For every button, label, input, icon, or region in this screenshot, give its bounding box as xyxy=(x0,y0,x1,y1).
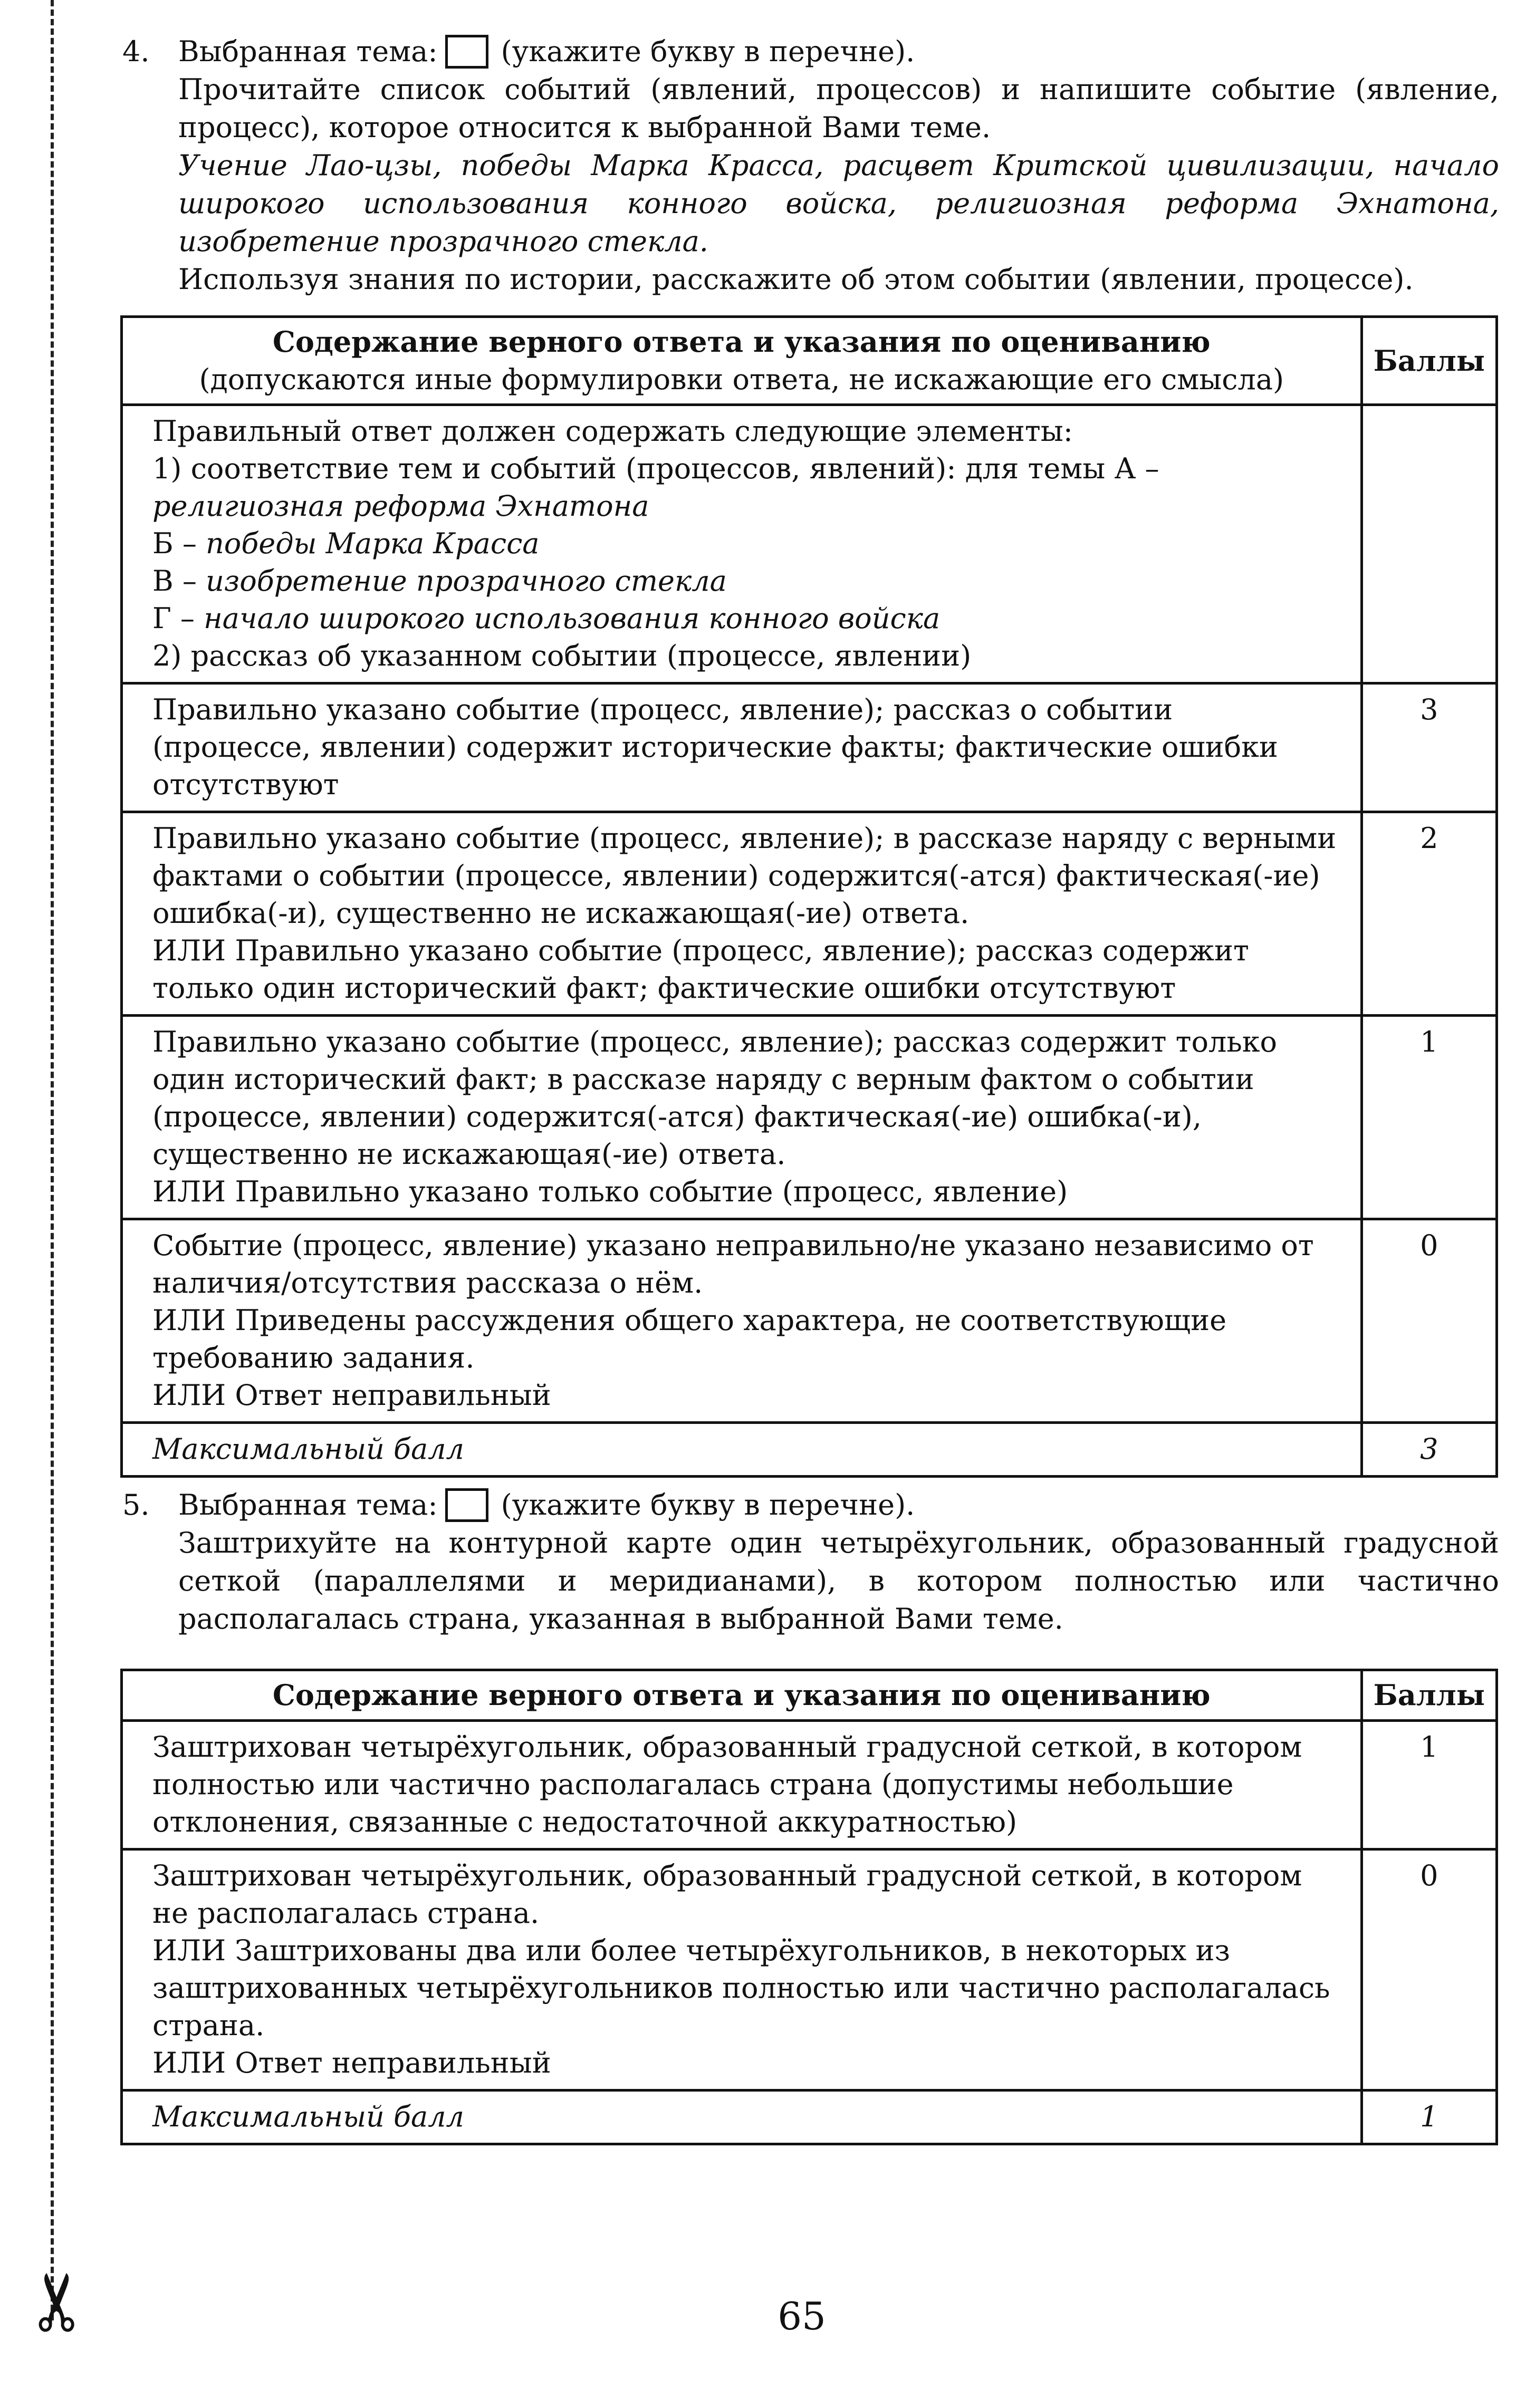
criteria-row xyxy=(122,1016,1497,1219)
page-number: 65 xyxy=(778,2294,826,2338)
criteria-row xyxy=(122,1219,1497,1423)
criteria-score: 2 xyxy=(1361,812,1496,1016)
chosen-topic-hint: (укажите букву в перечне). xyxy=(501,35,915,68)
answer-item-v: В – изобретение прозрачного стекла xyxy=(152,564,727,598)
criteria-score: 1 xyxy=(1361,1721,1496,1850)
answer-item-b: Б – победы Марка Красса xyxy=(152,527,540,560)
topic-letter-box[interactable] xyxy=(445,1488,488,1522)
criteria-text: Заштрихован четырёхугольник, образованный градусной сеткой, в котором полностью или частично располагалась страна (допустимы небольшие отклонения, связанные с недостаточной аккуратностью) xyxy=(122,1721,1362,1850)
task-4 xyxy=(122,33,1499,298)
table-header xyxy=(122,317,1497,405)
task-number: 5. xyxy=(122,1488,150,1521)
criteria-text: Заштрихован четырёхугольник, образованный градусной сеткой, в котором не располагалась страна. ИЛИ Заштрихованы два или более четырёхугольников, в некоторых из заштрихованных четырёхугольников полностью или частично располагалась страна. ИЛИ Ответ неправильный xyxy=(122,1850,1362,2091)
max-score-row xyxy=(122,2091,1497,2144)
task-instruction: Прочитайте список событий (явлений, процессов) и напишите событие (явление, процесс), которое относится к выбранной Вами теме. xyxy=(178,73,1499,144)
task-number: 4. xyxy=(122,35,150,68)
criteria-row xyxy=(122,683,1497,812)
max-score-row xyxy=(122,1423,1497,1477)
max-score-label: Максимальный балл xyxy=(122,1423,1362,1477)
rubric-table-4 xyxy=(120,315,1498,1478)
header-content xyxy=(122,1670,1362,1721)
criteria-row xyxy=(122,1850,1497,2091)
task-instruction: Заштрихуйте на контурной карте один четырёхугольник, образованный градусной сеткой (параллелями и меридианами), в котором полностью или частично располагалась страна, указанная в выбранной Вами теме. xyxy=(178,1526,1499,1635)
task-tell: Используя знания по истории, расскажите об этом событии (явлении, процессе). xyxy=(178,263,1414,296)
header-content xyxy=(122,317,1362,405)
criteria-score: 1 xyxy=(1361,1016,1496,1219)
topic-letter-box[interactable] xyxy=(445,35,488,69)
chosen-topic-label: Выбранная тема: xyxy=(178,1488,438,1521)
header-score: Баллы xyxy=(1361,317,1496,405)
criteria-text: Событие (процесс, явление) указано неправильно/не указано независимо от наличия/отсутствия рассказа о нём. ИЛИ Приведены рассуждения общего характера, не соответствующие требованию задания. ИЛИ Ответ неправильный xyxy=(122,1219,1362,1423)
answer-item-g: Г – начало широкого использования конного войска xyxy=(152,602,941,635)
chosen-topic-hint: (укажите букву в перечне). xyxy=(501,1488,915,1521)
task-5-heading xyxy=(122,1486,1499,1524)
criteria-row xyxy=(122,812,1497,1016)
task-4-heading xyxy=(122,33,1499,71)
criteria-text: Правильно указано событие (процесс, явление); рассказ о событии (процессе, явлении) содержит исторические факты; фактические ошибки отсутствуют xyxy=(122,683,1362,812)
header-subtitle: (допускаются иные формулировки ответа, не искажающие его смысла) xyxy=(199,363,1284,396)
criteria-row xyxy=(122,1721,1497,1850)
header-title: Содержание верного ответа и указания по оцениванию xyxy=(272,1678,1211,1712)
criteria-text: Правильно указано событие (процесс, явление); рассказ содержит только один исторический факт; в рассказе наряду с верным фактом о событии (процессе, явлении) содержится(-атся) фактическая(-ие) ошибка(-и), существенно не искажающая(-ие) ответа. ИЛИ Правильно указано только событие (процесс, явление) xyxy=(122,1016,1362,1219)
cut-line xyxy=(51,0,54,2320)
criteria-score: 0 xyxy=(1361,1850,1496,2091)
scissors-icon: ✂ xyxy=(12,2269,104,2335)
criteria-score: 3 xyxy=(1361,683,1496,812)
header-title: Содержание верного ответа и указания по оцениванию xyxy=(272,325,1211,359)
header-score: Баллы xyxy=(1361,1670,1496,1721)
criteria-score: 0 xyxy=(1361,1219,1496,1423)
answer-item-1: 1) соответствие тем и событий (процессов, явлений): для темы А – религиозная реформа Эхнатона xyxy=(152,452,1159,523)
events-list: Учение Лао-цзы, победы Марка Красса, расцвет Критской цивилизации, начало широкого использования конного войска, религиозная реформа Эхнатона, изобретение прозрачного стекла. xyxy=(178,149,1499,258)
answer-content xyxy=(122,405,1362,683)
max-score-value: 1 xyxy=(1361,2091,1496,2144)
answer-row xyxy=(122,405,1497,683)
chosen-topic-label: Выбранная тема: xyxy=(178,35,438,68)
max-score-value: 3 xyxy=(1361,1423,1496,1477)
max-score-label: Максимальный балл xyxy=(122,2091,1362,2144)
criteria-text: Правильно указано событие (процесс, явление); в рассказе наряду с верными фактами о событии (процессе, явлении) содержится(-атся) фактическая(-ие) ошибка(-и), существенно не искажающая(-ие) ответа. ИЛИ Правильно указано событие (процесс, явление); рассказ содержит только один исторический факт; фактические ошибки отсутствуют xyxy=(122,812,1362,1016)
answer-item-2: 2) рассказ об указанном событии (процессе, явлении) xyxy=(152,639,972,672)
table-header xyxy=(122,1670,1497,1721)
task-5 xyxy=(122,1486,1499,1638)
answer-intro: Правильный ответ должен содержать следующие элементы: xyxy=(152,415,1073,448)
rubric-table-5 xyxy=(120,1669,1498,2145)
